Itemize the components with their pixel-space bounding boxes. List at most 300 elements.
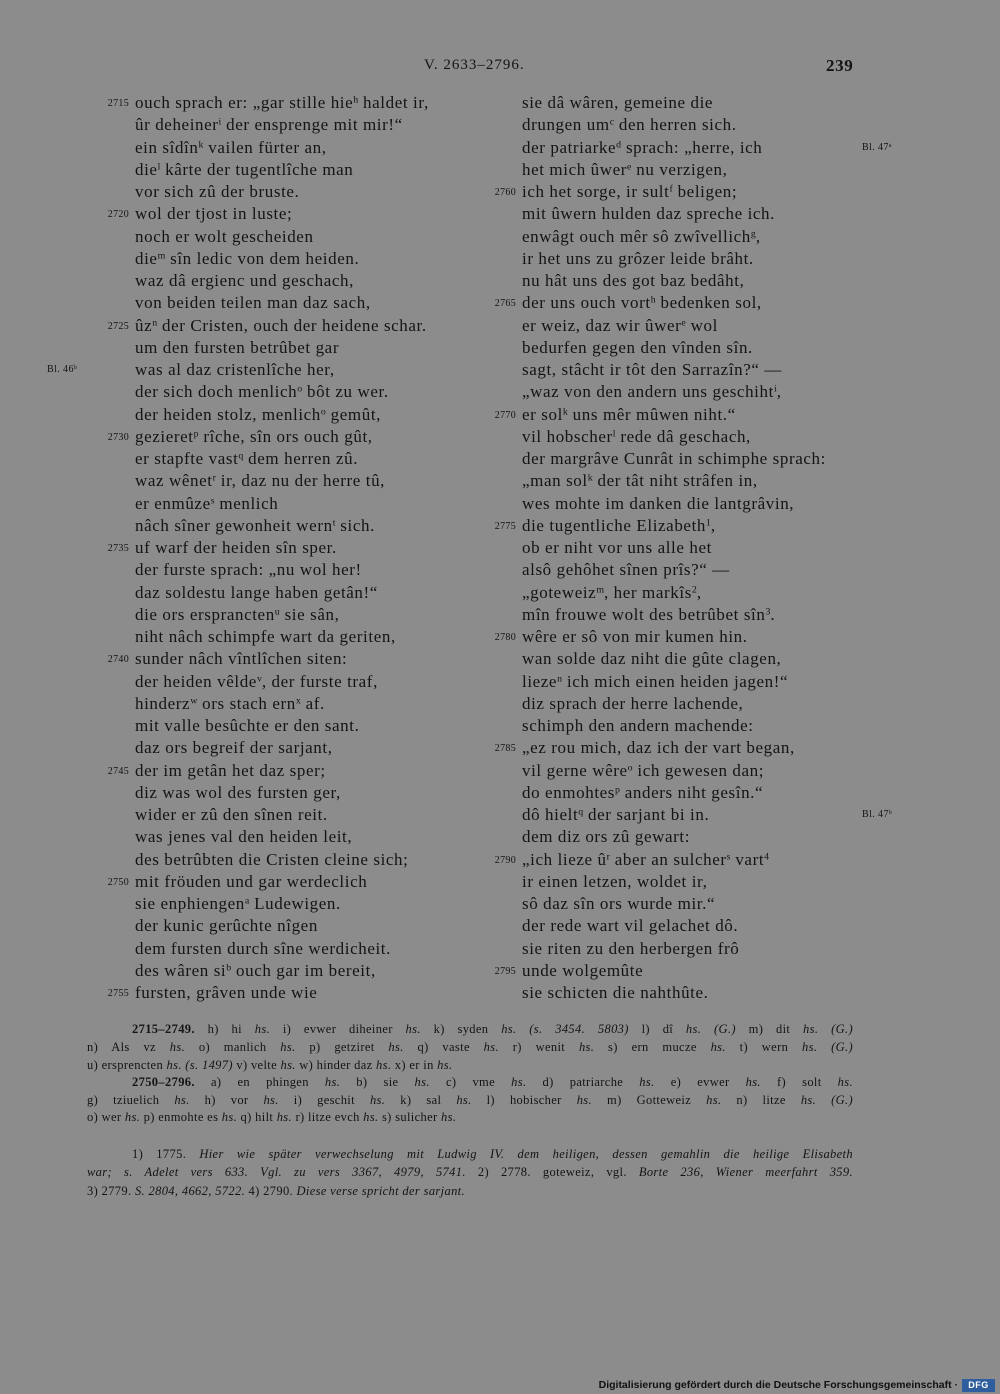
- text-run: enwâgt ouch mêr sô zwîvellich: [522, 226, 751, 246]
- italic-run: hs.: [363, 1110, 379, 1124]
- text-run: nu verzigen,: [631, 159, 728, 179]
- verse-text: [135, 783, 341, 802]
- verse-line: [135, 849, 408, 871]
- verse-line: [107, 871, 368, 893]
- italic-run: Diese verse spricht der sarjant.: [296, 1184, 465, 1198]
- text-run: r) litze evch: [291, 1110, 364, 1124]
- footnote-line: [87, 1183, 853, 1200]
- verse-text: [135, 338, 339, 357]
- verse-line: [522, 782, 763, 804]
- text-run: ,: [755, 226, 761, 246]
- text-run: der rede wart vil gelachet dô.: [522, 916, 739, 936]
- text-run: sagt, stâcht ir tôt den Sarrazîn?“ —: [522, 360, 782, 379]
- superscript-mark: t: [332, 517, 336, 529]
- superscript-mark: o: [297, 383, 303, 395]
- text-run: ir einen letzen, woldet ir,: [522, 871, 708, 891]
- text-run: sie sân,: [279, 604, 340, 624]
- apparatus-line: [132, 1021, 853, 1038]
- verse-line: [135, 381, 389, 403]
- verse-line: [522, 114, 737, 136]
- text-run: drungen um: [522, 115, 610, 135]
- superscript-mark: i: [773, 383, 777, 395]
- text-run: l) hobischer: [471, 1093, 577, 1107]
- text-run: lieze: [522, 671, 558, 691]
- verse-line: [47, 359, 335, 381]
- verse-line: [522, 226, 761, 248]
- verse-line: [107, 315, 427, 337]
- verse-text: [522, 360, 782, 379]
- text-run: p) enmohte es: [140, 1110, 222, 1124]
- verse-text: [135, 939, 391, 958]
- verse-text: [522, 405, 736, 424]
- verse-text: [135, 583, 378, 602]
- verse-line: [135, 137, 327, 159]
- superscript-mark: 1: [706, 517, 711, 529]
- text-run: het mich ûwer: [522, 159, 628, 179]
- text-run: bedenken sol,: [655, 293, 762, 313]
- text-run: „goteweiz: [522, 582, 597, 602]
- text-run: w) hinder daz: [295, 1058, 377, 1072]
- verse-text: [522, 494, 794, 513]
- verse-text: [522, 160, 728, 179]
- text-run: der tât niht strâfen in,: [592, 471, 758, 491]
- line-number: 2785: [494, 743, 516, 755]
- text-run: waz dâ ergienc und geschach,: [135, 271, 354, 290]
- line-number: 2720: [107, 209, 129, 221]
- verse-text: [135, 761, 326, 780]
- text-run: sîn ledic von dem heiden.: [165, 248, 360, 268]
- verse-line: [522, 493, 794, 515]
- superscript-mark: a: [244, 895, 250, 907]
- verse-line: [522, 715, 754, 737]
- verse-text: [522, 827, 690, 846]
- text-run: wol der tjost in luste;: [135, 204, 293, 224]
- text-run: die ors ersprancten: [135, 604, 275, 624]
- text-run: ûr deheiner: [135, 115, 219, 135]
- text-run: i) geschit: [278, 1093, 370, 1107]
- verse-text: [522, 716, 754, 735]
- verse-line: [135, 938, 391, 960]
- verse-text: [522, 427, 751, 446]
- verse-text: [135, 115, 403, 134]
- verse-line: [522, 270, 744, 292]
- superscript-mark: m: [596, 584, 604, 596]
- bold-run: 2750–2796.: [132, 1075, 195, 1089]
- text-run: der sich doch menlich: [135, 382, 298, 402]
- verse-line: [135, 159, 353, 181]
- verse-text: [522, 138, 762, 157]
- italic-run: hs.: [414, 1075, 430, 1089]
- verse-line: [135, 826, 352, 848]
- text-run: a) en phingen: [194, 1075, 325, 1089]
- italic-run: hs.: [169, 1040, 186, 1054]
- folio-marker: [862, 137, 891, 159]
- text-run: s) ern mucze: [594, 1040, 711, 1054]
- text-run: q) vaste: [403, 1040, 484, 1054]
- verse-line: [135, 626, 396, 648]
- text-run: rîche, sîn ors ouch gût,: [198, 426, 373, 446]
- text-run: hinderz: [135, 693, 191, 713]
- text-run: ir het uns zu grôzer leide brâht.: [522, 248, 754, 268]
- verse-line: [494, 181, 738, 203]
- superscript-mark: e: [627, 161, 632, 173]
- superscript-mark: l: [157, 161, 161, 173]
- text-run: s) sulicher: [378, 1110, 441, 1124]
- italic-run: hs.: [437, 1058, 453, 1072]
- left-verse-column: [47, 92, 485, 1012]
- line-number: 2765: [494, 298, 516, 310]
- verse-text: [135, 160, 353, 179]
- verse-text: [522, 182, 737, 201]
- text-run: er sol: [522, 404, 563, 424]
- verse-text: [522, 783, 763, 802]
- verse-text: [522, 694, 743, 713]
- superscript-mark: o: [627, 762, 633, 774]
- superscript-mark: o: [320, 406, 326, 418]
- text-run: diz was wol des fursten ger,: [135, 782, 341, 802]
- italic-run: hs. (s. 3454. 5803): [501, 1022, 629, 1036]
- text-run: af.: [300, 693, 325, 713]
- digitization-credit: Digitalisierung gefördert durch die Deutsche Forschungsgemeinschaft ·: [598, 1379, 958, 1391]
- text-run: des wâren si: [135, 960, 227, 980]
- italic-run: hs.: [483, 1040, 499, 1054]
- text-run: ors stach ern: [197, 693, 296, 713]
- verse-text: [135, 271, 354, 290]
- line-number: 2790: [494, 854, 516, 866]
- verse-text: [522, 382, 782, 401]
- italic-run: hs.: [710, 1040, 726, 1054]
- verse-text: [522, 872, 707, 891]
- italic-run: hs. (G.): [802, 1040, 853, 1054]
- italic-run: hs.: [578, 1040, 595, 1054]
- text-run: daz soldestu lange haben getân!“: [135, 582, 378, 602]
- text-run: „waz von den andern uns geschiht: [522, 382, 774, 402]
- text-run: rede dâ geschach,: [615, 426, 751, 446]
- text-run: ,: [776, 382, 782, 402]
- verse-line: [522, 826, 690, 848]
- verse-text: [135, 516, 375, 535]
- italic-run: hs. (G.): [685, 1022, 736, 1036]
- verse-text: [135, 605, 339, 624]
- line-number: 2780: [494, 632, 516, 643]
- text-run: ich mich einen heiden jagen!“: [562, 671, 789, 691]
- text-run: „ich lieze û: [522, 849, 607, 869]
- text-run: mit valle besûchte er den sant.: [135, 716, 360, 735]
- verse-line: [135, 248, 359, 270]
- text-run: d) patriarche: [526, 1075, 640, 1089]
- text-run: aber an sulcher: [609, 849, 727, 869]
- italic-run: hs.: [174, 1093, 190, 1107]
- text-run: h) hi: [194, 1022, 255, 1036]
- text-run: gemût,: [325, 404, 382, 424]
- superscript-mark: k: [587, 472, 593, 484]
- text-run: daz ors begreif der sarjant,: [135, 738, 333, 758]
- text-run: schimph den andern machende:: [522, 716, 754, 735]
- verse-text: [135, 738, 333, 757]
- text-run: „man sol: [522, 471, 588, 491]
- verse-line: [522, 92, 713, 114]
- verse-line: [135, 270, 354, 292]
- line-number: 2775: [494, 520, 516, 532]
- verse-text: [522, 316, 718, 335]
- verse-text: [135, 649, 347, 668]
- verse-text: [135, 538, 337, 557]
- superscript-mark: w: [190, 695, 198, 707]
- text-run: wider er zû den sînen reit.: [135, 805, 328, 824]
- text-run: ich het sorge, ir sult: [522, 182, 670, 201]
- folio-marker: [862, 804, 892, 826]
- line-number: 2725: [107, 320, 129, 332]
- italic-run: war; s. Adelet vers 633. Vgl. zu vers 3367, 4979, 5741.: [87, 1165, 466, 1179]
- italic-run: hs.: [376, 1058, 392, 1072]
- text-run: i) evwer diheiner: [270, 1022, 406, 1036]
- text-run: dô hielt: [522, 805, 579, 824]
- verse-text: [522, 983, 709, 1002]
- verse-line: [522, 671, 788, 693]
- apparatus-line: [87, 1039, 853, 1056]
- text-run: uns mêr mûwen niht.“: [567, 404, 736, 424]
- verse-line: [522, 559, 730, 581]
- verse-text: [135, 360, 335, 379]
- running-head: V. 2633–2796.: [424, 57, 525, 73]
- text-run: der margrâve Cunrât in schimphe sprach:: [522, 449, 826, 468]
- verse-text: [522, 672, 788, 691]
- text-run: p) getziret: [295, 1040, 389, 1054]
- line-number: 2795: [494, 965, 516, 977]
- italic-run: hs.: [639, 1075, 655, 1089]
- verse-text: [135, 471, 385, 490]
- superscript-mark: m: [157, 250, 166, 262]
- verse-text: [522, 761, 764, 780]
- text-run: l) dî: [628, 1022, 686, 1036]
- italic-run: Borte 236, Wiener meerfahrt 359.: [638, 1165, 853, 1179]
- verse-text: [522, 560, 730, 579]
- verse-text: [135, 138, 327, 157]
- verse-text: [522, 471, 758, 490]
- text-run: beligen;: [672, 182, 738, 201]
- superscript-mark: 2: [691, 584, 697, 596]
- verse-line: [135, 404, 381, 426]
- text-run: ouch sprach er: „gar stille hie: [135, 93, 354, 112]
- text-run: sô daz sîn ors wurde mir.“: [522, 894, 716, 913]
- verse-line: [107, 92, 429, 114]
- verse-line: [522, 448, 826, 470]
- verse-text: [522, 271, 744, 290]
- verse-line: [522, 582, 702, 604]
- verse-line: [494, 960, 644, 982]
- superscript-mark: q: [578, 806, 584, 818]
- text-run: sprach: „herre, ich: [621, 137, 763, 157]
- verse-line: [522, 470, 758, 492]
- verse-text: [135, 427, 373, 446]
- text-run: h) vor: [189, 1093, 264, 1107]
- verse-line: [107, 426, 373, 448]
- italic-run: hs.: [388, 1040, 404, 1054]
- text-run: gezieret: [135, 426, 194, 446]
- text-run: k) sal: [385, 1093, 457, 1107]
- line-number: 2745: [107, 765, 129, 777]
- verse-line: [135, 693, 325, 715]
- text-run: 3) 2779.: [87, 1184, 135, 1198]
- verse-line: [135, 915, 318, 937]
- verse-line: [107, 982, 318, 1004]
- verse-line: [107, 760, 326, 782]
- text-run: vailen fürter an,: [203, 137, 327, 157]
- superscript-mark: b: [73, 364, 77, 371]
- superscript-mark: s: [726, 851, 731, 863]
- line-number: 2740: [107, 654, 129, 666]
- italic-run: hs.: [369, 1093, 386, 1107]
- text-run: vil gerne wêre: [522, 760, 628, 780]
- verse-line: [135, 114, 403, 136]
- verse-text: [522, 204, 775, 223]
- line-number: 2735: [107, 543, 129, 554]
- line-number: 2755: [107, 988, 129, 999]
- text-run: fursten, grâven unde wie: [135, 983, 318, 1002]
- text-run: kârte der tugentlîche man: [160, 159, 354, 179]
- line-number: 2770: [494, 409, 516, 421]
- verse-text: [135, 983, 317, 1002]
- text-run: die: [135, 159, 158, 179]
- italic-run: hs. (s. 1497): [166, 1058, 233, 1072]
- text-run: vor sich zû der bruste.: [135, 182, 300, 201]
- italic-run: hs.: [441, 1110, 457, 1124]
- superscript-mark: s: [210, 495, 215, 507]
- verse-line: [135, 671, 378, 693]
- italic-run: hs.: [324, 1075, 341, 1089]
- text-run: der Cristen, ouch der heidene schar.: [157, 315, 427, 335]
- verse-line: [135, 582, 378, 604]
- verse-text: [135, 405, 381, 424]
- italic-run: hs.: [405, 1022, 421, 1036]
- text-run: der sarjant bi in.: [583, 805, 710, 824]
- verse-text: [522, 738, 795, 757]
- folio-marker: [47, 359, 77, 381]
- italic-run: hs. (G.): [803, 1022, 853, 1036]
- text-run: Ludewigen.: [249, 894, 341, 913]
- text-run: Bl. 46: [47, 364, 74, 375]
- verse-line: [494, 404, 736, 426]
- text-run: wes mohte im danken die lantgrâvin,: [522, 493, 795, 513]
- verse-text: [522, 338, 753, 357]
- verse-line: [494, 292, 762, 314]
- verse-line: [135, 960, 376, 982]
- text-run: dem diz ors zû gewart:: [522, 827, 691, 847]
- italic-run: hs.: [254, 1022, 271, 1036]
- text-run: haldet ir,: [358, 93, 429, 112]
- superscript-mark: b: [226, 962, 232, 974]
- italic-run: hs.: [576, 1093, 592, 1107]
- verse-line: [135, 337, 339, 359]
- text-run: „ez rou mich, daz ich der vart began,: [522, 738, 795, 758]
- text-run: um den fursten betrûbet gar: [135, 337, 340, 357]
- line-number: 2730: [107, 431, 129, 443]
- dfg-logo: DFG: [962, 1379, 995, 1392]
- verse-line: [135, 448, 358, 470]
- superscript-mark: q: [238, 450, 244, 462]
- text-run: nu hât uns des got baz bedâht,: [522, 271, 745, 290]
- text-run: c) vme: [429, 1075, 512, 1089]
- verse-line: [135, 893, 341, 915]
- superscript-mark: h: [650, 294, 656, 306]
- verse-text: [135, 204, 292, 223]
- text-run: 1) 1775.: [132, 1147, 200, 1161]
- verse-line: [494, 515, 716, 537]
- text-run: do enmohtes: [522, 782, 616, 802]
- verse-line: [135, 604, 339, 626]
- verse-text: [135, 805, 328, 824]
- text-run: ouch gar im bereit,: [231, 960, 376, 980]
- text-run: o) manlich: [185, 1040, 281, 1054]
- text-run: ûz: [135, 315, 153, 335]
- verse-text: [522, 805, 709, 824]
- text-run: g) tziuelich: [87, 1093, 175, 1107]
- text-run: ob er niht vor uns alle het: [522, 538, 712, 557]
- text-run: sie riten zu den herbergen frô: [522, 938, 740, 958]
- verse-line: [494, 626, 748, 648]
- text-run: mit ûwern hulden daz spreche ich.: [522, 204, 775, 224]
- text-run: noch er wolt gescheiden: [135, 226, 314, 246]
- verse-text: [135, 961, 376, 980]
- superscript-mark: 4: [764, 851, 770, 863]
- text-run: Bl. 47: [862, 141, 889, 153]
- superscript-mark: x: [295, 695, 301, 707]
- verse-line: [522, 893, 715, 915]
- verse-line: [522, 537, 712, 559]
- apparatus-line: [87, 1092, 853, 1109]
- text-run: was al daz cristenlîche her,: [135, 360, 335, 379]
- verse-line: [135, 737, 333, 759]
- text-run: sie dâ wâren, gemeine die: [522, 93, 714, 112]
- verse-text: [135, 694, 325, 713]
- text-run: der heiden vêlde: [135, 671, 257, 691]
- verse-line: [494, 737, 795, 759]
- verse-line: [135, 181, 299, 203]
- verse-text: [522, 293, 762, 312]
- verse-text: [522, 850, 769, 869]
- verse-line: [522, 315, 718, 337]
- verse-line: [135, 226, 314, 248]
- superscript-mark: b: [888, 809, 892, 816]
- verse-text: [522, 583, 702, 602]
- italic-run: hs.: [837, 1075, 853, 1089]
- text-run: o) wer: [87, 1110, 125, 1124]
- text-run: er stapfte vast: [135, 449, 239, 468]
- text-run: m) dit: [735, 1022, 804, 1036]
- verse-line: [107, 203, 293, 225]
- text-run: wêre er sô von mir kumen hin.: [522, 627, 748, 646]
- text-run: die tugentliche Elizabeth: [522, 515, 706, 535]
- verse-line: [522, 604, 775, 626]
- text-run: ir, daz nu der herre tû,: [215, 471, 386, 491]
- text-run: 4) 2790.: [245, 1184, 297, 1198]
- verse-text: [135, 850, 408, 869]
- text-run: der ensprenge mit mir!“: [221, 115, 403, 135]
- text-run: sie schicten die nahthûte.: [522, 983, 709, 1002]
- superscript-mark: v: [256, 673, 262, 685]
- text-run: mîn frouwe wolt des betrûbet sîn: [522, 604, 766, 624]
- superscript-mark: r: [212, 472, 216, 484]
- text-run: b) sie: [340, 1075, 415, 1089]
- footnote-line: [87, 1164, 853, 1181]
- verse-text: [522, 649, 781, 668]
- superscript-mark: l: [612, 428, 616, 440]
- text-run: r) wenit: [498, 1040, 579, 1054]
- line-number: 2760: [494, 187, 516, 198]
- text-run: der kunic gerûchte nîgen: [135, 916, 318, 936]
- italic-run: hs.: [706, 1093, 722, 1107]
- italic-run: hs.: [276, 1110, 292, 1124]
